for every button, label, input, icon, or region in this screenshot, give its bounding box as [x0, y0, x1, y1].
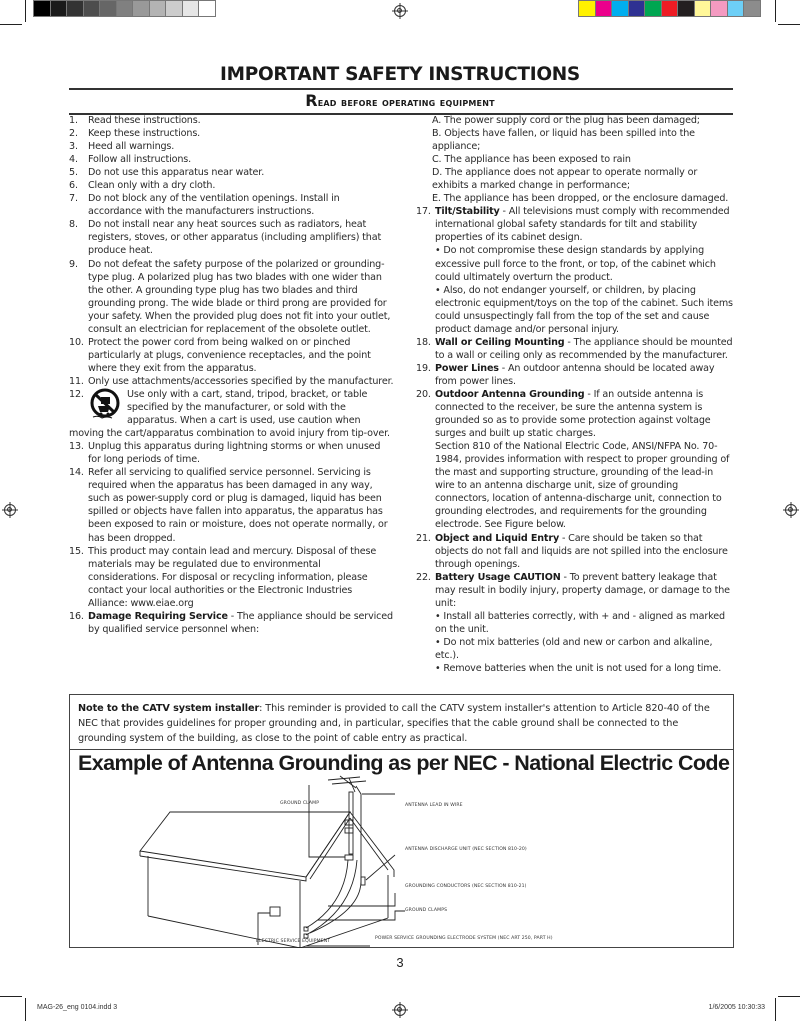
item-heading: Damage Requiring Service	[88, 610, 228, 622]
item-body	[435, 336, 734, 362]
item-text	[88, 127, 394, 140]
gray-swatch	[83, 0, 101, 17]
list-item-21	[416, 532, 734, 571]
item-number: 14.	[69, 467, 84, 479]
crop-mark-top-right-v	[775, 0, 776, 22]
item-heading: Battery Usage CAUTION	[435, 571, 561, 583]
label-ground-clamp: GROUND CLAMP	[280, 801, 320, 806]
crop-mark-bottom-right-v	[775, 998, 776, 1021]
item-number: 19.	[416, 362, 431, 374]
left-column	[69, 114, 394, 636]
list-item-12	[69, 388, 394, 440]
gray-swatch	[165, 0, 183, 17]
crop-mark-top-left-v	[25, 0, 26, 22]
label-antenna-discharge-unit: ANTENNA DISCHARGE UNIT (NEC SECTION 810-20)	[405, 847, 527, 852]
item-description: - The appliance should be serviced by qualified service personnel when:	[88, 610, 393, 635]
item-number: 7.	[69, 193, 78, 205]
item-bullet: Section 810 of the National Electric Code, ANSI/NFPA No. 70-1984, provides information with respect to proper grounding of the mast and supporting structure, grounding of the lead-in wire to an antenna discharge unit, size of grounding connectors, location of antenna-discharge unit, connection to grounding electrodes, and requirements for the grounding electrode. See Figure below.	[435, 441, 730, 531]
item-text	[435, 205, 734, 244]
item-number: 3.	[69, 141, 78, 153]
item-description: Only use attachments/accessories specified by the manufacturer.	[88, 375, 394, 387]
item-number: 18.	[416, 336, 431, 348]
item-number: 2.	[69, 128, 78, 140]
registration-mark-bottom-icon	[394, 1004, 406, 1016]
list-item-20	[416, 388, 734, 532]
label-electric-service-equipment: ELECTRIC SERVICE EQUIPMENT	[256, 939, 331, 944]
item-number: 20.	[416, 388, 431, 400]
list-item-18	[416, 336, 734, 362]
damage-condition-item: C. The appliance has been exposed to rain	[432, 154, 631, 166]
item-number: 4.	[69, 154, 78, 166]
item-number: 13.	[69, 441, 84, 453]
color-swatch	[694, 0, 712, 17]
item-description: - All televisions must comply with recommended international global safety standards for tilt and stability properties of its cabinet design.	[435, 206, 730, 244]
item-number: 16.	[69, 610, 84, 622]
item-text	[88, 545, 394, 610]
item-heading: Tilt/Stability	[435, 206, 500, 218]
antenna-grounding-diagram-icon	[70, 750, 735, 948]
color-swatch	[578, 0, 596, 17]
damage-condition-item: E. The appliance has been dropped, or the enclosure damaged.	[432, 193, 729, 205]
color-swatch	[661, 0, 679, 17]
print-timestamp: 1/6/2005 10:30:33	[708, 1004, 765, 1011]
item-description: - The appliance should be mounted to a wall or ceiling only as recommended by the manufacturer.	[435, 336, 733, 361]
crop-mark-bottom-left-v	[25, 998, 26, 1021]
item-number: 6.	[69, 180, 78, 192]
list-item-7	[69, 192, 394, 218]
item-text	[88, 179, 394, 192]
item-body	[88, 545, 394, 610]
item-body	[88, 440, 394, 466]
item-12-text: Use only with a cart, stand, tripod, bracket, or table specified by the manufacturer, or sold with the apparatus. When a cart is used, use caution when	[127, 388, 368, 427]
item-bullet: • Install all batteries correctly, with + and - aligned as marked on the unit.	[435, 610, 725, 635]
item-heading: Wall or Ceiling Mounting	[435, 336, 565, 348]
item-body	[88, 166, 394, 179]
gray-swatch	[66, 0, 84, 17]
color-swatch	[644, 0, 662, 17]
item-bullet: • Also, do not endanger yourself, or children, by placing electronic equipment/toys on the top of the cabinet. Such items could unsuspectingly fall from the top of the set and cause product damage and/or personal injury.	[435, 284, 733, 335]
gray-swatch	[99, 0, 117, 17]
list-item-10	[69, 336, 394, 375]
item-description: Heed all warnings.	[88, 141, 175, 153]
gray-swatch	[198, 0, 216, 17]
note-text: : This reminder is provided to call the CATV system installer's attention to Article 820-40 of the NEC that provides guidelines for proper grounding and, in particular, specifies that the cable ground shall be connected to the grounding system of the building, as close to the point of cable entry as practical.	[78, 703, 710, 745]
item-text	[88, 192, 394, 218]
list-item-15	[69, 545, 394, 610]
item-12-text-cont: moving the cart/apparatus combination to avoid injury from tip-over.	[69, 428, 390, 440]
item-description: - An outdoor antenna should be located away from power lines.	[435, 362, 715, 387]
title-rule	[69, 88, 733, 90]
page-number: 3	[396, 955, 404, 970]
item-description: Clean only with a dry cloth.	[88, 180, 216, 192]
cart-tip-over-warning-icon	[90, 388, 120, 420]
file-slug: MAG-26_eng 0104.indd 3	[37, 1004, 118, 1011]
item-body	[435, 532, 734, 571]
item-description: - Care should be taken so that objects do not fall and liquids are not spilled into the enclosure through openings.	[435, 532, 728, 570]
item-body	[88, 192, 394, 218]
item-description: Do not use this apparatus near water.	[88, 167, 265, 179]
item-text	[88, 218, 394, 257]
color-swatch	[727, 0, 745, 17]
item-text	[88, 375, 394, 388]
item-text	[88, 336, 394, 375]
item-number: 15.	[69, 545, 84, 557]
color-swatch	[743, 0, 761, 17]
catv-installer-note	[69, 694, 734, 750]
item-body	[435, 388, 734, 532]
list-item-3	[69, 140, 394, 153]
item-text	[88, 258, 394, 336]
item-text	[435, 388, 734, 440]
item-description: Protect the power cord from being walked on or pinched particularly at plugs, convenience receptacles, and the point where they exit from the apparatus.	[88, 336, 371, 374]
item-number: 17.	[416, 206, 431, 218]
item-number: 9.	[69, 258, 78, 270]
gray-swatch	[50, 0, 68, 17]
damage-condition-item: A. The power supply cord or the plug has been damaged;	[432, 115, 700, 126]
item-number: 11.	[69, 375, 84, 387]
item-number: 8.	[69, 219, 78, 231]
list-item-16	[69, 610, 394, 636]
item-description: This product may contain lead and mercury. Disposal of these materials may be regulated due to environmental considerations. For disposal or recycling information, please contact your local authorities or the Electronic Industries Alliance: www.eiae.org	[88, 545, 377, 609]
item-description: - If an outside antenna is connected to the receiver, be sure the antenna system is grounded so as to provide some protection against voltage surges and built up static charges.	[435, 388, 711, 440]
registration-mark-right-icon	[785, 504, 797, 516]
list-item-9	[69, 258, 394, 336]
crop-mark-top-right-h	[778, 24, 800, 25]
note-heading: Note to the CATV system installer	[78, 703, 260, 714]
color-swatch	[595, 0, 613, 17]
item-heading: Object and Liquid Entry	[435, 532, 560, 544]
label-antenna-lead-in-wire: ANTENNA LEAD IN WIRE	[405, 803, 463, 808]
item-text	[88, 140, 394, 153]
gray-swatch	[116, 0, 134, 17]
gray-swatch	[149, 0, 167, 17]
list-item-5	[69, 166, 394, 179]
color-swatch	[677, 0, 695, 17]
gray-swatch	[132, 0, 150, 17]
item-body	[88, 114, 394, 127]
item-text	[435, 336, 734, 362]
subtitle-initial: R	[305, 91, 318, 110]
item-number: 5.	[69, 167, 78, 179]
item-description: Do not block any of the ventilation openings. Install in accordance with the manufacturers instructions.	[88, 193, 340, 218]
list-item-19	[416, 362, 734, 388]
gray-swatch	[33, 0, 51, 17]
item-bullet: • Do not mix batteries (old and new or carbon and alkaline, etc.).	[435, 636, 713, 661]
grayscale-color-bar	[33, 0, 215, 17]
color-swatch	[628, 0, 646, 17]
item-description: - To prevent battery leakage that may result in bodily injury, property damage, or damage to the unit:	[435, 571, 730, 609]
item-number: 10.	[69, 336, 84, 348]
item-body	[435, 205, 734, 335]
item-description: Read these instructions.	[88, 115, 201, 126]
item-body	[88, 179, 394, 192]
item-body	[88, 127, 394, 140]
item-body	[88, 375, 394, 388]
item-body	[435, 362, 734, 388]
registration-mark-top-icon	[394, 5, 406, 17]
crop-mark-bottom-right-h	[778, 996, 800, 997]
label-grounding-conductors: GROUNDING CONDUCTORS (NEC SECTION 810-21)	[405, 884, 527, 889]
label-ground-clamps: GROUND CLAMPS	[405, 908, 448, 913]
item-text	[88, 440, 394, 466]
item-description: Unplug this apparatus during lightning storms or when unused for long periods of time.	[88, 441, 381, 466]
item-body	[88, 466, 394, 544]
gray-swatch	[182, 0, 200, 17]
item-body	[88, 153, 394, 166]
item-text	[435, 362, 734, 388]
item-heading: Outdoor Antenna Grounding	[435, 388, 585, 400]
color-swatch	[710, 0, 728, 17]
item-text	[88, 610, 394, 636]
process-color-bar	[578, 0, 760, 17]
list-item-11	[69, 375, 394, 388]
item-body	[88, 610, 394, 636]
list-item-2	[69, 127, 394, 140]
item-heading: Power Lines	[435, 362, 499, 374]
figure-title: Example of Antenna Grounding as per NEC - National Electric Code	[78, 751, 730, 775]
item-text	[435, 571, 734, 610]
item-text	[88, 153, 394, 166]
list-item-6	[69, 179, 394, 192]
item-description: Keep these instructions.	[88, 128, 201, 140]
crop-mark-bottom-left-h	[0, 996, 22, 997]
list-item-4	[69, 153, 394, 166]
page-title: IMPORTANT SAFETY INSTRUCTIONS	[220, 64, 580, 85]
item-number: 12.	[69, 388, 84, 400]
label-power-service-grounding: POWER SERVICE GROUNDING ELECTRODE SYSTEM (NEC ART 250, PART H)	[375, 936, 553, 941]
page-subtitle	[0, 91, 800, 110]
item-body	[88, 336, 394, 375]
antenna-grounding-figure	[69, 750, 734, 948]
damage-condition-item: D. The appliance does not appear to operate normally or exhibits a marked change in performance;	[432, 167, 698, 192]
registration-mark-left-icon	[4, 504, 16, 516]
item-body	[88, 258, 394, 336]
color-swatch	[611, 0, 629, 17]
list-item-14	[69, 466, 394, 544]
item-text	[88, 114, 394, 127]
list-item-17	[416, 205, 734, 335]
item-description: Do not defeat the safety purpose of the polarized or grounding-type plug. A polarized plug has two blades with one wider than the other. A grounding type plug has two blades and third grounding prong. The wide blade or third prong are provided for your safety. When the provided plug does not fit into your outlet, consult an electrician for replacement of the obsolete outlet.	[88, 258, 391, 335]
item-text	[88, 166, 394, 179]
item-number: 22.	[416, 571, 431, 583]
damage-condition-item: B. Objects have fallen, or liquid has been spilled into the appliance;	[432, 128, 695, 153]
item-number: 21.	[416, 532, 431, 544]
item-text	[88, 466, 394, 544]
item-body	[88, 218, 394, 257]
item-description: Refer all servicing to qualified service personnel. Servicing is required when the apparatus has been damaged in any way, such as power-supply cord or plug is damaged, liquid has been spilled or objects have fallen into apparatus, the apparatus has been exposed to rain or moisture, does not operate normally, or has been dropped.	[88, 467, 388, 544]
item-bullet: • Remove batteries when the unit is not used for a long time.	[435, 662, 722, 674]
item-body	[435, 571, 734, 675]
item-description: Follow all instructions.	[88, 154, 192, 166]
item-number: 1.	[69, 115, 78, 126]
item-bullet: • Do not compromise these design standards by applying excessive pull force to the front, or top, of the cabinet which could ultimately overturn the product.	[435, 245, 716, 283]
item-body	[88, 140, 394, 153]
list-item-13	[69, 440, 394, 466]
subtitle-rest: ead before operating equipment	[317, 95, 495, 109]
crop-mark-top-left-h	[0, 24, 22, 25]
item-description: Do not install near any heat sources such as radiators, heat registers, stoves, or other apparatus (including amplifiers) that produce heat.	[88, 219, 382, 257]
right-column	[416, 114, 734, 675]
list-item-8	[69, 218, 394, 257]
list-item-1	[69, 114, 394, 127]
list-item-22	[416, 571, 734, 675]
item-text	[435, 532, 734, 571]
